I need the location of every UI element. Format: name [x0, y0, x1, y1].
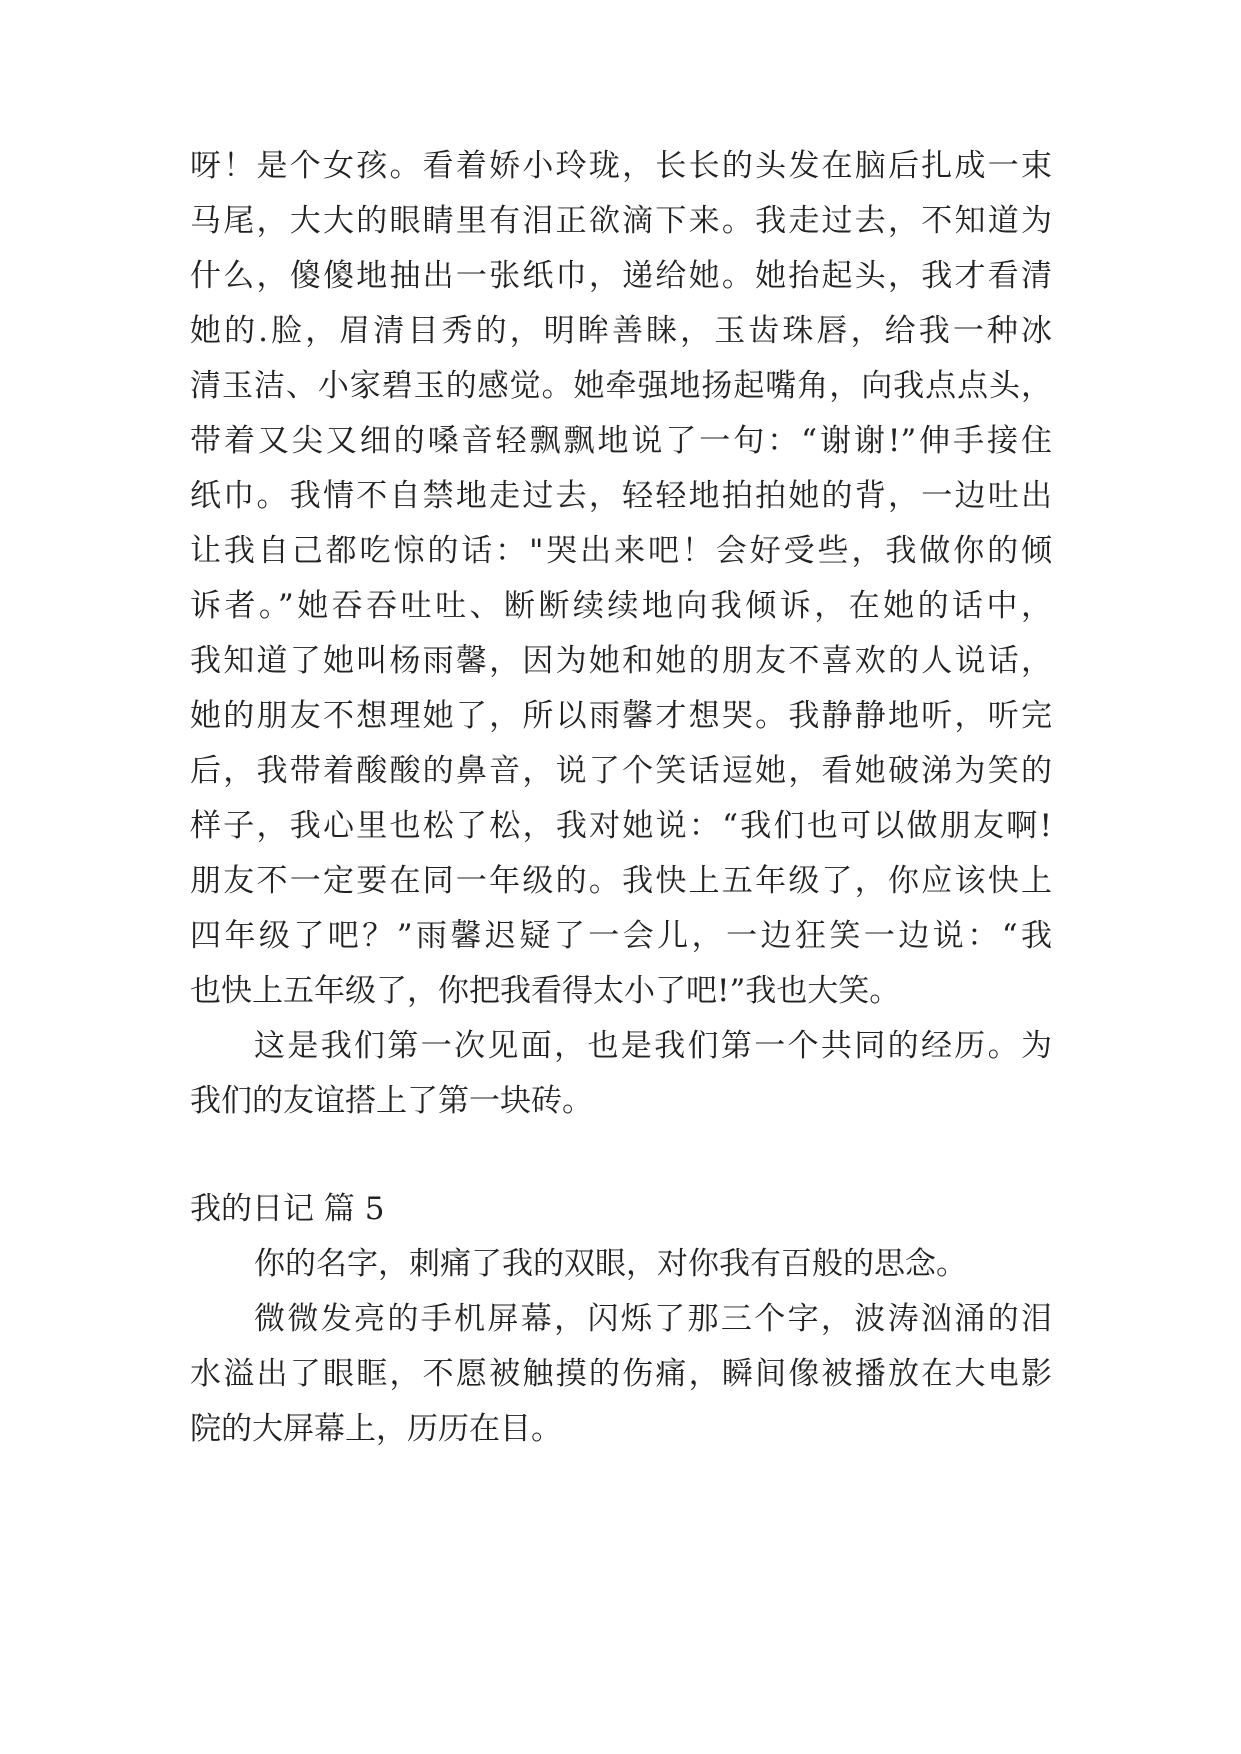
- paragraph-line: 院的大屏幕上，历历在目。: [190, 1411, 562, 1447]
- paragraph-line: 也快上五年级了，你把我看得太小了吧!”我也大笑。: [190, 973, 901, 1009]
- paragraph-line: 你的名字，刺痛了我的双眼，对你我有百般的思念。: [254, 1246, 967, 1282]
- paragraph-line: 这是我们第一次见面，也是我们第一个共同的经历。为: [254, 1028, 1052, 1064]
- paragraph-line: 诉者。”她吞吞吐吐、断断续续地向我倾诉，在她的话中，: [190, 588, 1052, 624]
- paragraph-line: 微微发亮的手机屏幕，闪烁了那三个字，波涛汹涌的泪: [254, 1301, 1052, 1337]
- paragraph-line: 呀！是个女孩。看着娇小玲珑，长长的头发在脑后扎成一束: [190, 148, 1052, 184]
- paragraph-line: 四年级了吧？”雨馨迟疑了一会儿，一边狂笑一边说：“我: [190, 918, 1052, 954]
- paragraph-line: 什么，傻傻地抽出一张纸巾，递给她。她抬起头，我才看清: [190, 258, 1052, 294]
- paragraph-line: 她的.脸，眉清目秀的，明眸善睐，玉齿珠唇，给我一种冰: [190, 313, 1052, 349]
- paragraph-line: 样子，我心里也松了松，我对她说：“我们也可以做朋友啊!: [190, 808, 1052, 844]
- paragraph-line: 让我自己都吃惊的话："哭出来吧！会好受些，我做你的倾: [190, 533, 1052, 569]
- paragraph-line: 我们的友谊搭上了第一块砖。: [190, 1083, 593, 1119]
- section-heading: 我的日记 篇 5: [190, 1191, 385, 1227]
- paragraph-line: 带着又尖又细的嗓音轻飘飘地说了一句：“谢谢!”伸手接住: [190, 423, 1052, 459]
- paragraph-line: 清玉洁、小家碧玉的感觉。她牵强地扬起嘴角，向我点点头，: [190, 368, 1052, 404]
- paragraph-line: 我知道了她叫杨雨馨，因为她和她的朋友不喜欢的人说话，: [190, 643, 1052, 679]
- paragraph-line: 纸巾。我情不自禁地走过去，轻轻地拍拍她的背，一边吐出: [190, 478, 1052, 514]
- paragraph-line: 她的朋友不想理她了，所以雨馨才想哭。我静静地听，听完: [190, 698, 1052, 734]
- paragraph-line: 后，我带着酸酸的鼻音，说了个笑话逗她，看她破涕为笑的: [190, 753, 1052, 789]
- paragraph-line: 马尾，大大的眼睛里有泪正欲滴下来。我走过去，不知道为: [190, 203, 1052, 239]
- paragraph-line: 朋友不一定要在同一年级的。我快上五年级了，你应该快上: [190, 863, 1052, 899]
- paragraph-line: 水溢出了眼眶，不愿被触摸的伤痛，瞬间像被播放在大电影: [190, 1356, 1052, 1392]
